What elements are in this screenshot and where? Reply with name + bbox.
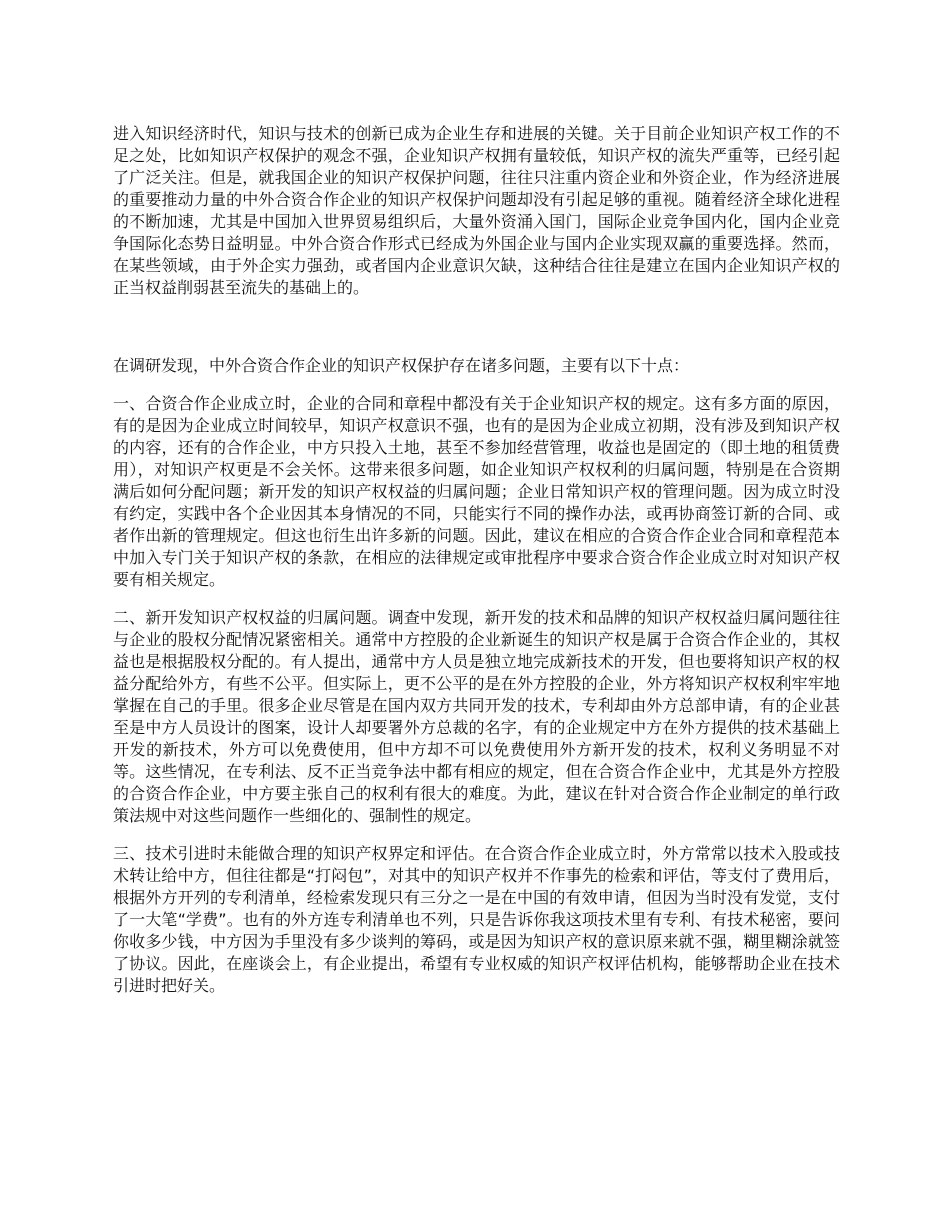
document-body: [113, 123, 840, 1013]
point-1-paragraph: 一、合资合作企业成立时，企业的合同和章程中都没有关于企业知识产权的规定。这有多方面的原因，有的是因为企业成立时间较早，知识产权意识不强，也有的是因为企业成立初期，没有涉及到知识产权的内容，还有的合作企业，中方只投入土地，甚至不参加经营管理，收益也是固定的（即土地的租赁费用），对知识产权更是不会关怀。这带来很多问题，如企业知识产权权利的归属问题，特别是在合资期满后如何分配问题；新开发的知识产权权益的归属问题；企业日常知识产权的管理问题。因为成立时没有约定，实践中各个企业因其本身情况的不同，只能实行不同的操作办法，或再协商签订新的合同、或者作出新的管理规定。但这也衍生出许多新的问题。因此，建议在相应的合资合作企业合同和章程范本中加入专门关于知识产权的条款，在相应的法律规定或审批程序中要求合资合作企业成立时对知识产权要有相关规定。: [113, 394, 840, 589]
point-3-paragraph: 三、技术引进时未能做合理的知识产权界定和评估。在合资合作企业成立时，外方常常以技术入股或技术转让给中方，但往往都是“打闷包”，对其中的知识产权并不作事先的检索和评估，等支付了费用后，根据外方开列的专利清单，经检索发现只有三分之一是在中国的有效申请，但因为当时没有发觉，支付了一大笔“学费”。也有的外方连专利清单也不列，只是告诉你我这项技术里有专利、有技术秘密，要问你收多少钱，中方因为手里没有多少谈判的筹码，或是因为知识产权的意识原来就不强，糊里糊涂就签了协议。因此，在座谈会上，有企业提出，希望有专业权威的知识产权评估机构，能够帮助企业在技术引进时把好关。: [113, 844, 840, 995]
intro-paragraph: 进入知识经济时代，知识与技术的创新已成为企业生存和进展的关键。关于目前企业知识产权工作的不足之处，比如知识产权保护的观念不强，企业知识产权拥有量较低，知识产权的流失严重等，已经引起了广泛关注。但是，就我国企业的知识产权保护问题，往往只注重内资企业和外资企业，作为经济进展的重要推动力量的中外合资合作企业的知识产权保护问题却没有引起足够的重视。随着经济全球化进程的不断加速，尤其是中国加入世界贸易组织后，大量外资涌入国门，国际企业竞争国内化，国内企业竞争国际化态势日益明显。中外合资合作形式已经成为外国企业与国内企业实现双赢的重要选择。然而，在某些领域，由于外企实力强劲，或者国内企业意识欠缺，这种结合往往是建立在国内企业知识产权的正当权益削弱甚至流失的基础上的。: [113, 124, 840, 297]
lead-paragraph: 在调研发现，中外合资合作企业的知识产权保护存在诸多问题，主要有以下十点：: [113, 356, 690, 375]
section-gap: [113, 299, 840, 355]
point-2-paragraph: 二、新开发知识产权权益的归属问题。调查中发现，新开发的技术和品牌的知识产权权益归属问题往往与企业的股权分配情况紧密相关。通常中方控股的企业新诞生的知识产权是属于合资合作企业的，其权益也是根据股权分配的。有人提出，通常中方人员是独立地完成新技术的开发，但也要将知识产权的权益分配给外方，有些不公平。但实际上，更不公平的是在外方控股的企业，外方将知识产权权利牢牢地掌握在自己的手里。很多企业尽管是在国内双方共同开发的技术，专利却由外方总部申请，有的企业甚至是中方人员设计的图案，设计人却要署外方总裁的名字，有的企业规定中方在外方提供的技术基础上开发的新技术，外方可以免费使用，但中方却不可以免费使用外方新开发的技术，权利义务明显不对等。这些情况，在专利法、反不正当竞争法中都有相应的规定，但在合资合作企业中，尤其是外方控股的合资合作企业，中方要主张自己的权利有很大的难度。为此，建议在针对合资合作企业制定的单行政策法规中对这些问题作一些细化的、强制性的规定。: [113, 608, 840, 825]
